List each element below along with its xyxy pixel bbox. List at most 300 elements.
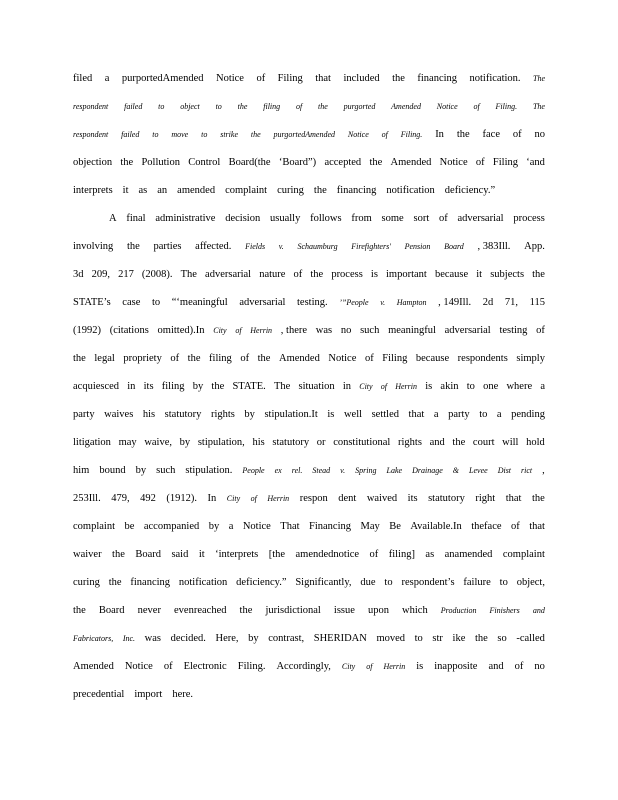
word: the [73, 605, 86, 616]
word: curing [277, 185, 304, 196]
word: the [313, 185, 327, 196]
word: ‘and [526, 157, 545, 168]
word: as [425, 549, 435, 560]
word: usually [269, 213, 301, 224]
word: 3d [73, 269, 84, 280]
italic-word: City [359, 382, 373, 391]
word: respon [299, 493, 328, 504]
word: upon [367, 605, 389, 616]
word: parties [153, 241, 182, 252]
word: waive, [144, 437, 173, 448]
word: to [414, 633, 423, 644]
italic-word: Herrin [383, 662, 406, 671]
word: testing [499, 325, 528, 336]
text-line [73, 516, 545, 544]
word: of [256, 73, 266, 84]
word: (1912). [166, 493, 198, 504]
italic-word: rict [521, 466, 533, 475]
word: the [73, 353, 86, 364]
word: right [475, 493, 496, 504]
word: Notice [124, 661, 153, 672]
word: the [456, 129, 470, 140]
italic-word: strike [220, 130, 238, 139]
word: Financing [309, 521, 352, 532]
italic-word: purgorted [343, 102, 376, 111]
text-line [73, 684, 545, 712]
word: constitutional [333, 437, 391, 448]
text-line [73, 432, 545, 460]
word: and [429, 437, 445, 448]
word: interprets [73, 185, 113, 196]
italic-word: of [235, 326, 242, 335]
word: the [474, 633, 488, 644]
italic-word: to [215, 102, 222, 111]
italic-word: ’”People [339, 298, 369, 307]
word: of [369, 549, 379, 560]
word: Filing. [237, 661, 266, 672]
italic-word: Notice [347, 130, 369, 139]
text-line [73, 600, 545, 628]
word: , 149Ill. [438, 297, 472, 308]
word: to [466, 381, 475, 392]
text-line [73, 264, 545, 292]
word: May [360, 521, 380, 532]
word: said [171, 549, 189, 560]
word: court [472, 437, 495, 448]
italic-word: the [318, 102, 328, 111]
text-line [73, 656, 545, 684]
word: never [137, 605, 161, 616]
word: a [104, 73, 110, 84]
word: acquiesced [73, 381, 120, 392]
word: is [416, 661, 424, 672]
word: Filing [492, 157, 518, 168]
word: adversarial [457, 213, 504, 224]
word: Accordingly, [276, 661, 331, 672]
word: it [198, 549, 205, 560]
word: his [252, 437, 265, 448]
word: ‘interprets [215, 549, 259, 560]
text-line [73, 320, 545, 348]
word: case [122, 297, 141, 308]
italic-word: of [295, 102, 303, 111]
word: Filing [382, 353, 408, 364]
word: of [240, 353, 250, 364]
italic-word: Firefighters' [351, 242, 391, 251]
word: him [73, 465, 90, 476]
word: that [315, 73, 331, 84]
word: 209, [91, 269, 110, 280]
word: evenreached [174, 605, 227, 616]
word: no [340, 325, 352, 336]
word: the [126, 241, 140, 252]
word: respondents [457, 353, 508, 364]
italic-word: respondent [73, 102, 109, 111]
word: or [316, 437, 326, 448]
text-line [73, 96, 545, 124]
word: nature [259, 269, 286, 280]
word: failure [463, 577, 491, 588]
word: complaint [73, 521, 115, 532]
word: from [351, 213, 372, 224]
word: face [482, 129, 500, 140]
word: legal [94, 353, 115, 364]
word: the [532, 269, 545, 280]
word: the [392, 73, 405, 84]
word: may [118, 437, 137, 448]
word: notification [386, 185, 435, 196]
word: waives [104, 409, 134, 420]
word: Board [135, 549, 161, 560]
word: statutory [164, 409, 202, 420]
word: important [386, 269, 427, 280]
text-line [73, 292, 545, 320]
word: filing [209, 353, 232, 364]
word: The [273, 381, 291, 392]
word: Notice [328, 353, 357, 364]
word: the [257, 353, 271, 364]
word: of [514, 661, 524, 672]
word: of [512, 129, 522, 140]
word: omitted).In [157, 325, 205, 336]
italic-word: Filing. [495, 102, 518, 111]
word: dent [338, 493, 357, 504]
italic-word: Pension [404, 242, 431, 251]
word: his [142, 409, 156, 420]
word: the [531, 493, 545, 504]
word: the [120, 157, 134, 168]
word: situation [298, 381, 335, 392]
word: included [343, 73, 380, 84]
word: notification. [469, 73, 521, 84]
word: a [496, 409, 502, 420]
word: Filing [277, 73, 303, 84]
word: , 383Ill. [477, 241, 511, 252]
italic-word: filing [263, 102, 281, 111]
word: a [540, 381, 545, 392]
italic-word: of [380, 382, 388, 391]
text-line [73, 488, 545, 516]
text-line [73, 208, 545, 236]
word: In [435, 129, 444, 140]
word: that [529, 521, 545, 532]
word: Notice [242, 521, 271, 532]
word: hold [526, 437, 545, 448]
italic-word: Hampton [396, 298, 427, 307]
word: one [483, 381, 499, 392]
word: is [327, 409, 335, 420]
word: litigation [73, 437, 111, 448]
italic-word: of [250, 494, 257, 503]
word: adversarial [239, 297, 286, 308]
italic-word: Drainage [412, 466, 443, 475]
word: object, [516, 577, 545, 588]
word: (2008). [141, 269, 173, 280]
word: a [433, 409, 439, 420]
word: such [156, 465, 176, 476]
word: Be [389, 521, 401, 532]
italic-word: to [158, 102, 165, 111]
italic-word: of [366, 662, 373, 671]
italic-word: Inc. [122, 634, 136, 643]
word: by [208, 521, 220, 532]
word: A [109, 213, 117, 224]
italic-word: object [180, 102, 200, 111]
word: was [315, 325, 333, 336]
word: inapposite [434, 661, 478, 672]
word: in [127, 381, 136, 392]
word: the [211, 381, 225, 392]
italic-word: move [171, 130, 189, 139]
word: of [439, 213, 448, 224]
word: sort [413, 213, 430, 224]
word: Notice [439, 157, 468, 168]
word: purportedAmended [121, 73, 204, 84]
word: theface [471, 521, 502, 532]
word: Board [98, 605, 125, 616]
word: of [364, 353, 374, 364]
word: respondent’s [401, 577, 455, 588]
word: propriety [123, 353, 162, 364]
word: akin [440, 381, 459, 392]
word: 115 [529, 297, 545, 308]
word: ike [452, 633, 466, 644]
word: administrative [155, 213, 216, 224]
word: a [228, 521, 234, 532]
word: str [432, 633, 443, 644]
word: financing [417, 73, 458, 84]
italic-word: Spring [355, 466, 377, 475]
word: Amended [279, 353, 320, 364]
text-line [73, 152, 545, 180]
word: by [179, 437, 191, 448]
word: Here, [215, 633, 239, 644]
word: party [73, 409, 95, 420]
word: amendednotice [295, 549, 360, 560]
word: decided. [170, 633, 206, 644]
word: that [408, 409, 425, 420]
word: simply [516, 353, 545, 364]
italic-word: The [532, 102, 545, 111]
text-line [73, 236, 545, 264]
word: to [384, 577, 393, 588]
word: Available.In [410, 521, 462, 532]
word: its [407, 493, 418, 504]
italic-word: of [381, 130, 388, 139]
word: ‘Board”) [278, 157, 317, 168]
word: 71, [504, 297, 518, 308]
word: such [360, 325, 380, 336]
word: process [331, 269, 363, 280]
word: by [244, 409, 255, 420]
word: to [499, 577, 508, 588]
italic-word: rel. [291, 466, 303, 475]
word: 2d [482, 297, 494, 308]
word: because [434, 269, 469, 280]
word: the [239, 605, 253, 616]
word: deficiency.” [444, 185, 496, 196]
word: process [513, 213, 545, 224]
word: involving [73, 241, 114, 252]
word: of [170, 353, 180, 364]
italic-word: v. [340, 466, 346, 475]
italic-word: Production [440, 606, 477, 615]
word: by [135, 465, 147, 476]
italic-word: The [533, 74, 545, 83]
word: , there [280, 325, 308, 336]
word: is [425, 381, 433, 392]
italic-word: City [341, 662, 356, 671]
word: Control [188, 157, 221, 168]
italic-word: Herrin [267, 494, 290, 503]
word: SHERIDAN [313, 633, 367, 644]
word: 253Ill. [73, 493, 101, 504]
word: 492 [140, 493, 156, 504]
word: by [192, 381, 204, 392]
word: filed [73, 73, 93, 84]
word: notification [178, 577, 228, 588]
word: affected. [195, 241, 232, 252]
italic-word: Schaumburg [297, 242, 338, 251]
word: filing] [388, 549, 415, 560]
text-line [73, 348, 545, 376]
word: of [163, 661, 173, 672]
word: well [343, 409, 363, 420]
word: that [505, 493, 522, 504]
word: -called [516, 633, 545, 644]
word: the [369, 157, 383, 168]
word: waiver [73, 549, 102, 560]
italic-word: Board [444, 242, 464, 251]
word: some [381, 213, 404, 224]
word: statutory [272, 437, 310, 448]
text-line [73, 544, 545, 572]
word: as [138, 185, 148, 196]
word: STATE. [232, 381, 266, 392]
word: accompanied [143, 521, 200, 532]
word: it [122, 185, 129, 196]
text-line [73, 572, 545, 600]
word: adversarial [444, 325, 491, 336]
word: in [342, 381, 352, 392]
italic-word: City [226, 494, 241, 503]
word: (citations [109, 325, 149, 336]
word: amended [177, 185, 216, 196]
word: due [360, 577, 376, 588]
italic-word: of [473, 102, 480, 111]
italic-word: failed [121, 130, 140, 139]
word: objection [73, 157, 113, 168]
word: its [143, 381, 154, 392]
word: Board(the [228, 157, 271, 168]
word: it [476, 269, 483, 280]
word: issue [333, 605, 355, 616]
word: stipulation, [197, 437, 245, 448]
word: and [488, 661, 504, 672]
word: decision [225, 213, 261, 224]
italic-word: Dist [497, 466, 512, 475]
text-line [73, 68, 545, 96]
word: moved [376, 633, 406, 644]
italic-word: Filing. [400, 130, 423, 139]
word: stipulation. [185, 465, 233, 476]
word: be [124, 521, 135, 532]
word: where [506, 381, 533, 392]
word: the [452, 437, 466, 448]
word: the [108, 577, 122, 588]
word: Notice [215, 73, 244, 84]
italic-word: Fabricators, [73, 634, 114, 643]
word: meaningful [388, 325, 436, 336]
word: anamended [444, 549, 493, 560]
word: bound [99, 465, 126, 476]
italic-word: Fields [245, 242, 266, 251]
word: of [536, 325, 545, 336]
italic-word: failed [124, 102, 143, 111]
word: precedential [73, 689, 125, 700]
italic-word: v. [278, 242, 284, 251]
word: no [534, 129, 545, 140]
word: the [310, 269, 324, 280]
word: to [151, 297, 161, 308]
text-line [73, 404, 545, 432]
italic-word: Amended [391, 102, 421, 111]
word: waived [366, 493, 398, 504]
word: final [126, 213, 146, 224]
word: party [448, 409, 470, 420]
italic-word: City [213, 326, 227, 335]
italic-word: Finishers [489, 606, 520, 615]
word: was [144, 633, 162, 644]
italic-word: Stead [312, 466, 331, 475]
word: Electronic [183, 661, 227, 672]
word: In [207, 493, 217, 504]
word: App. [524, 241, 545, 252]
italic-word: & [452, 466, 459, 475]
word: of [511, 521, 520, 532]
word: 479, [111, 493, 130, 504]
word: STATE’s [73, 297, 111, 308]
italic-word: the [250, 130, 261, 139]
word: [the [268, 549, 286, 560]
italic-word: Notice [436, 102, 458, 111]
text-line [73, 460, 545, 488]
word: because [415, 353, 450, 364]
word: Amended [73, 661, 114, 672]
word: settled [371, 409, 399, 420]
word: testing. [297, 297, 328, 308]
word: Pollution [141, 157, 180, 168]
word: curing [73, 577, 100, 588]
word: financing [336, 185, 377, 196]
word: is [370, 269, 378, 280]
italic-word: v. [380, 298, 386, 307]
word: will [502, 437, 519, 448]
word: import [134, 689, 163, 700]
word: , [542, 465, 545, 476]
italic-word: the [237, 102, 248, 111]
word: 217 [118, 269, 134, 280]
italic-word: People [242, 466, 265, 475]
body-text [73, 68, 545, 712]
word: an [157, 185, 168, 196]
italic-word: Lake [386, 466, 403, 475]
word: deficiency.” [236, 577, 287, 588]
text-line [73, 124, 545, 152]
word: of [293, 269, 303, 280]
word: here. [172, 689, 194, 700]
italic-word: ex [274, 466, 282, 475]
